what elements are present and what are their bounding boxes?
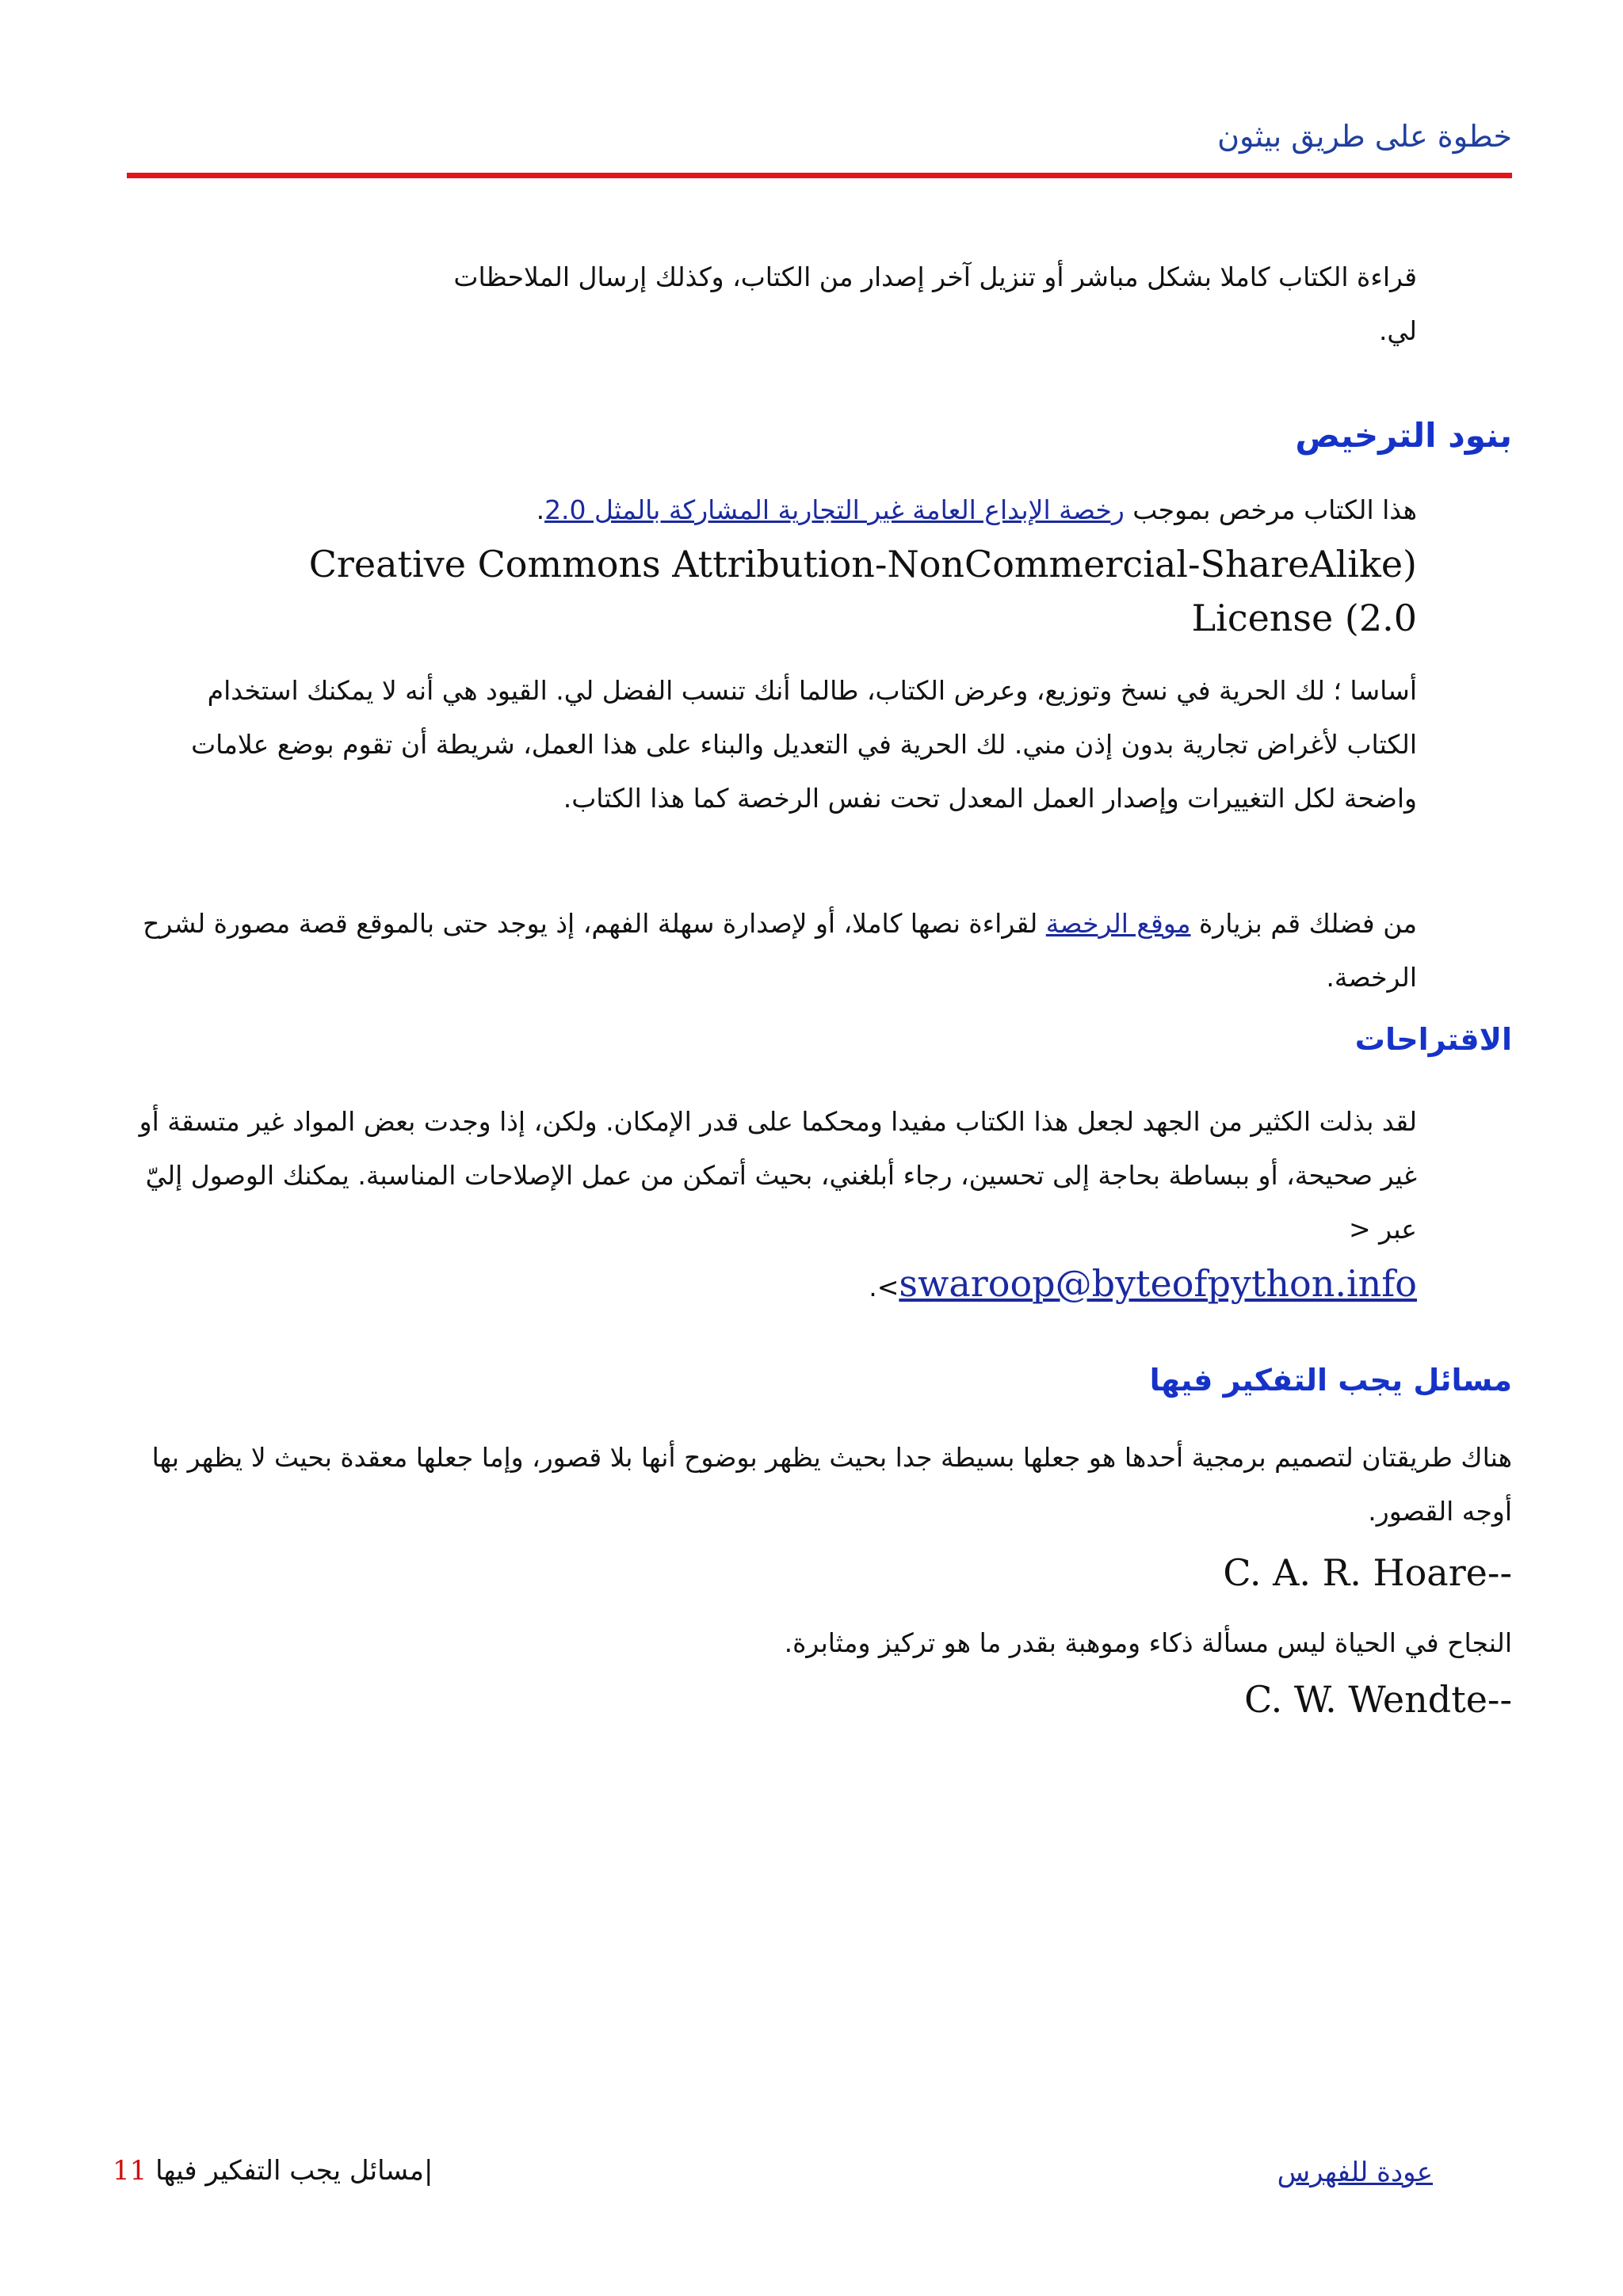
footer-chapter-title: مسائل يجب التفكير فيها|: [155, 2155, 433, 2187]
quote-wendte-attribution: C. W. Wendte--: [1244, 1678, 1512, 1721]
license-paragraph-1: [143, 483, 1417, 645]
running-header-title: خطوة على طريق بيثون: [1217, 119, 1512, 154]
license-text-suffix: .: [536, 494, 545, 525]
email-suffix: .<: [869, 1272, 899, 1302]
license-site-link[interactable]: موقع الرخصة: [1045, 908, 1191, 939]
license-text-prefix: هذا الكتاب مرخص بموجب: [1132, 494, 1417, 525]
cc-license-link[interactable]: رخصة الإبداع العامة غير التجارية المشاركة بالمثل 2.0: [544, 494, 1125, 525]
intro-line-1: قراءة الكتاب كاملا بشكل مباشر أو تنزيل آخر إصدار من الكتاب، وكذلك إرسال الملاحظات: [453, 261, 1417, 292]
license-paragraph-2: أساسا ؛ لك الحرية في نسخ وتوزيع، وعرض الكتاب، طالما أنك تنسب الفضل لي. القيود هي أنه لا يمكنك استخدام الكتاب لأغراض تجارية بدون إذن مني. لك الحرية في التعديل والبناء على هذا العمل، شريطة أن تقوم بوضع علامات واضحة لكل التغييرات وإصدار العمل المعدل تحت نفس الرخصة كما هذا الكتاب.: [191, 675, 1417, 814]
quote-hoare: هناك طريقتان لتصميم برمجية أحدها هو جعلها بسيطة جدا بحيث يظهر بوضوح أنها بلا قصور، وإما جعلها معقدة بحيث لا يظهر بها أوجه القصور.: [151, 1442, 1512, 1527]
license-visit-prefix: من فضلك قم بزيارة: [1199, 908, 1417, 939]
think-heading: مسائل يجب التفكير فيها: [1149, 1363, 1512, 1398]
suggestions-paragraph: [127, 1095, 1417, 1314]
intro-line-2: لي.: [1378, 315, 1417, 346]
license-paragraph-3: [143, 897, 1417, 1005]
license-heading: بنود الترخيص: [1295, 416, 1512, 455]
header-divider: [127, 173, 1512, 178]
license-english-line-2: License (2.0: [1191, 597, 1417, 639]
license-english-line-1: Creative Commons Attribution-NonCommercial-ShareAlike): [308, 543, 1417, 585]
page-number: 11: [113, 2155, 147, 2187]
author-email-link[interactable]: swaroop@byteofpython.info: [899, 1262, 1417, 1305]
suggestions-heading: الاقتراحات: [1354, 1022, 1512, 1057]
intro-paragraph: [143, 250, 1417, 358]
back-to-index-link[interactable]: عودة للفهرس: [1277, 2157, 1433, 2188]
license-visit-suffix: لقراءة نصها كاملا، أو لإصدارة سهلة الفهم، إذ يوجد حتى بالموقع قصة مصورة لشرح الرخصة.: [143, 908, 1417, 993]
quote-wendte: النجاح في الحياة ليس مسألة ذكاء وموهبة بقدر ما هو تركيز ومثابرة.: [784, 1627, 1512, 1658]
quote-hoare-attribution: C. A. R. Hoare--: [1223, 1551, 1512, 1594]
suggestions-text: لقد بذلت الكثير من الجهد لجعل هذا الكتاب مفيدا ومحكما على قدر الإمكان. ولكن، إذا وجدت بعض المواد غير متسقة أو غير صحيحة، أو ببساطة بحاجة إلى تحسين، رجاء أبلغني، بحيث أتمكن من عمل الإصلاحات المناسبة. يمكنك الوصول إليّ عبر <: [139, 1106, 1417, 1245]
footer-chapter-info: [113, 2155, 433, 2187]
